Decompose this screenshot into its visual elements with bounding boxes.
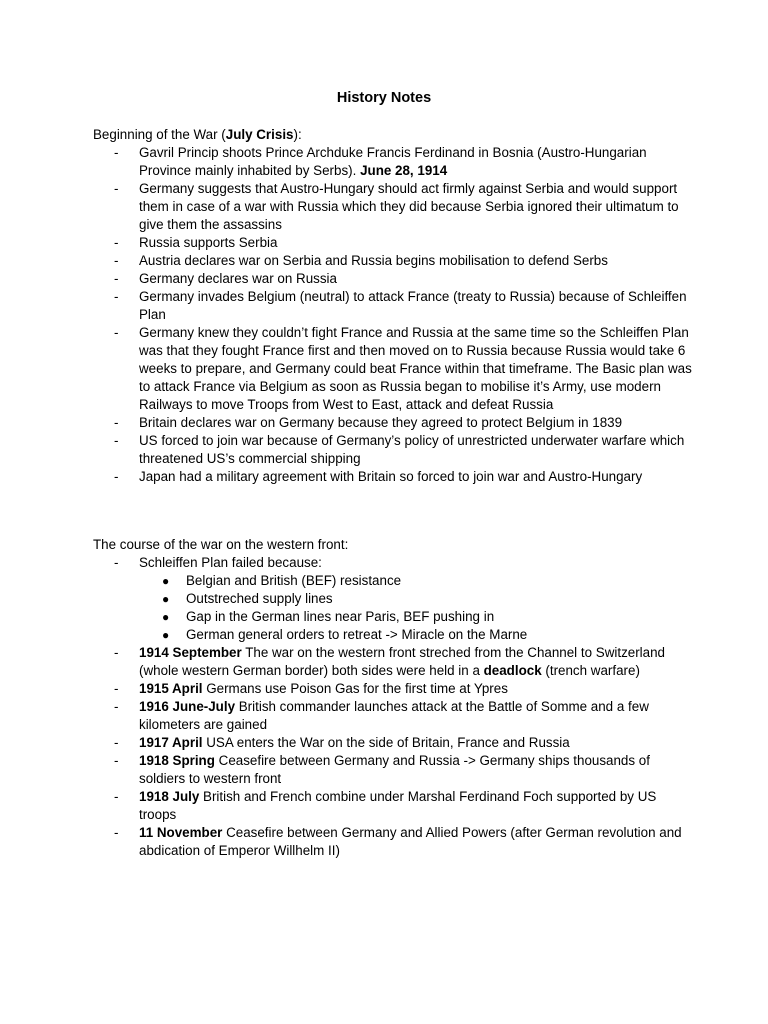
event-date: 1914 September [139,645,242,660]
dash-marker: - [114,555,119,570]
list-item [93,270,693,288]
bullet-icon: ● [162,610,170,624]
dash-marker: - [114,753,119,768]
reasons-list [139,572,693,644]
item-text: Schleiffen Plan failed because: [139,555,322,570]
item-text: Gavril Princip shoots Prince Archduke Francis Ferdinand in Bosnia (Austro-Hungarian Province mainly inhabited by Serbs). [139,145,647,178]
dash-marker: - [114,289,119,304]
heading-text-end: ): [293,127,302,142]
item-text: Germany knew they couldn’t fight France and Russia at the same time so the Schleiffen Plan was that they fought France first and then moved on to Russia because Russia would take 6 weeks to prepare, and Germany could beat France within that timeframe. The Basic plan was to attack France via Belgium as soon as Russia began to mobilise it’s Army, use modern Railways to move Troops from West to East, attack and defeat Russia [139,325,692,412]
list-item [93,554,693,644]
bullet-item [139,590,693,608]
item-text: Ceasefire between Germany and Allied Powers (after German revolution and abdication of Emperor Willhelm II) [139,825,682,858]
list-item [93,324,693,414]
list-item [93,432,693,468]
item-text: USA enters the War on the side of Britain, France and Russia [202,735,570,750]
july-crisis-list [93,144,693,486]
item-text: Germany suggests that Austro-Hungary should act firmly against Serbia and would support them in case of a war with Russia which they did because Serbia ignored their ultimatum to give them the assassins [139,181,679,232]
item-text: Austria declares war on Serbia and Russia begins mobilisation to defend Serbs [139,253,608,268]
item-text: German general orders to retreat -> Miracle on the Marne [186,627,528,642]
dash-marker: - [114,325,119,340]
item-text: Gap in the German lines near Paris, BEF pushing in [186,609,495,624]
list-item [93,144,693,180]
bullet-icon: ● [162,592,170,606]
bold-text: deadlock [483,663,542,678]
item-text: (trench warfare) [541,663,640,678]
heading-text: Beginning of the War ( [93,127,226,142]
dash-marker: - [114,825,119,840]
dash-marker: - [114,271,119,286]
list-item [93,180,693,234]
dash-marker: - [114,181,119,196]
dash-marker: - [114,681,119,696]
list-item [93,288,693,324]
event-date: 1918 July [139,789,200,804]
list-item [93,252,693,270]
timeline-item [93,644,693,680]
bullet-item [139,572,693,590]
item-text: Germany invades Belgium (neutral) to attack France (treaty to Russia) because of Schleiffen Plan [139,289,687,322]
event-date: 11 November [139,825,223,840]
item-text: Outstreched supply lines [186,591,333,606]
section-heading: The course of the war on the western front: [93,537,349,552]
dash-marker: - [114,699,119,714]
section-western-front [93,536,693,860]
bullet-icon: ● [162,628,170,642]
item-text: The war on the western front streched from the Channel to Switzerland (whole western German border) both sides were held in a [139,645,665,678]
event-date: 1916 June-July [139,699,236,714]
dash-marker: - [114,433,119,448]
timeline-item [93,680,693,698]
timeline-item [93,698,693,734]
dash-marker: - [114,235,119,250]
section-heading [93,126,693,144]
item-text: Germans use Poison Gas for the first time at Ypres [202,681,508,696]
bullet-item [139,626,693,644]
item-text: Britain declares war on Germany because they agreed to protect Belgium in 1839 [139,415,623,430]
dash-marker: - [114,789,119,804]
dash-marker: - [114,253,119,268]
list-item [93,234,693,252]
dash-marker: - [114,645,119,660]
timeline-item [93,788,693,824]
page-title: History Notes [336,90,432,106]
bullet-item [139,608,693,626]
item-text: Russia supports Serbia [139,235,278,250]
item-text: Germany declares war on Russia [139,271,337,286]
list-item [93,414,693,432]
item-text: British and French combine under Marshal Ferdinand Foch supported by US troops [139,789,657,822]
western-front-list [93,554,693,860]
bold-date: June 28, 1914 [360,163,448,178]
dash-marker: - [114,735,119,750]
dash-marker: - [114,145,119,160]
heading-bold-text: July Crisis [225,127,294,142]
list-item [93,468,693,486]
event-date: 1918 Spring [139,753,215,768]
item-text: US forced to join war because of Germany’s policy of unrestricted underwater warfare which threatened US’s commercial shipping [139,433,685,466]
item-text: Ceasefire between Germany and Russia -> Germany ships thousands of soldiers to western front [139,753,650,786]
timeline-item [93,824,693,860]
event-date: 1915 April [139,681,203,696]
timeline-item [93,752,693,788]
item-text: British commander launches attack at the Battle of Somme and a few kilometers are gained [139,699,649,732]
bullet-icon: ● [162,574,170,588]
section-july-crisis [93,126,693,486]
dash-marker: - [114,469,119,484]
item-text: Japan had a military agreement with Britain so forced to join war and Austro-Hungary [139,469,643,484]
timeline-item [93,734,693,752]
dash-marker: - [114,415,119,430]
item-text: Belgian and British (BEF) resistance [186,573,402,588]
event-date: 1917 April [139,735,203,750]
